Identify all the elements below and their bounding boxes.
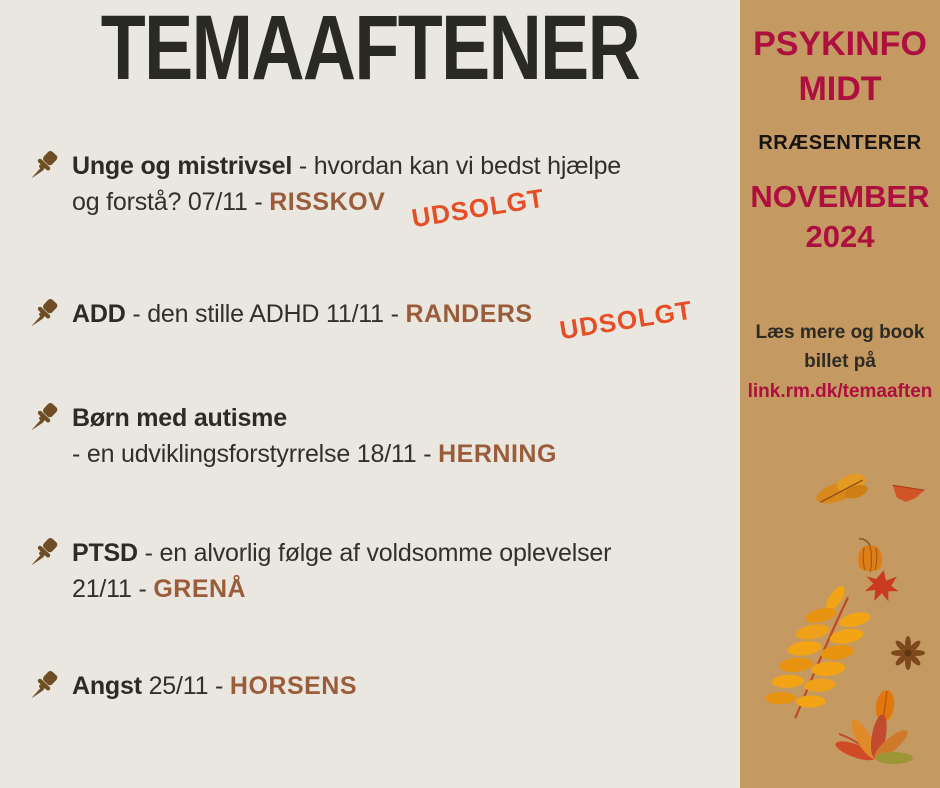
month-label (740, 177, 940, 258)
booking-info (740, 319, 940, 407)
event-desc: - en udviklingsforstyrrelse 18/11 - (72, 440, 439, 468)
event-name: Unge og mistrivsel (72, 152, 293, 180)
pushpin-icon (28, 535, 60, 569)
brand-line2: MIDT (798, 69, 882, 108)
event-item (28, 294, 733, 346)
event-name: PTSD (72, 539, 138, 567)
pushpin-icon (28, 148, 60, 182)
event-desc: 25/11 - (141, 672, 230, 700)
soldout-badge: UDSOLGT (409, 182, 547, 234)
event-desc: - en alvorlig følge af voldsomme oplevelser (137, 539, 612, 567)
physalis-icon (858, 539, 882, 572)
event-city: RANDERS (405, 300, 533, 328)
event-name: Angst (72, 672, 142, 700)
month-line1: NOVEMBER (750, 178, 930, 214)
presents-label: RRÆSENTERER (758, 131, 922, 154)
pushpin-icon (28, 400, 60, 434)
poster-title: TEMAAFTENER (100, 0, 640, 99)
event-city: RISSKOV (269, 188, 386, 216)
maple-leaf-icon (862, 567, 901, 604)
event-desc: 21/11 - (72, 575, 154, 603)
soldout-badge: UDSOLGT (557, 294, 695, 346)
month-line2: 2024 (805, 219, 875, 255)
creeper-leaf-icon (833, 713, 913, 764)
brand-name (740, 22, 940, 112)
event-city: GRENÅ (153, 575, 247, 603)
event-name: ADD (72, 300, 126, 328)
event-item (28, 400, 733, 472)
red-leaf-icon (890, 482, 925, 505)
booking-info-line1: Læs mere og book (755, 322, 925, 344)
event-desc: og forstå? 07/11 - (72, 188, 270, 216)
pushpin-icon (28, 668, 60, 702)
booking-info-line2: billet på (804, 350, 876, 372)
oak-leaf-icon (812, 471, 870, 510)
event-desc: - hvordan kan vi bedst hjælpe (292, 152, 621, 180)
sidebar (740, 0, 940, 788)
event-name: Børn med autisme (72, 404, 287, 432)
event-city: HORSENS (229, 672, 358, 700)
event-city: HERNING (438, 440, 557, 468)
pushpin-icon (28, 296, 60, 330)
event-desc: - den stille ADHD 11/11 - (125, 300, 406, 328)
rowan-leaf-icon (761, 573, 879, 731)
event-item (28, 535, 733, 607)
brand-line1: PSYKINFO (753, 25, 927, 63)
event-item (28, 668, 733, 704)
autumn-leaves-illustration (740, 428, 940, 788)
event-item (28, 148, 733, 234)
star-anise-icon (891, 636, 925, 670)
booking-link[interactable]: link.rm.dk/temaaften (747, 381, 933, 403)
